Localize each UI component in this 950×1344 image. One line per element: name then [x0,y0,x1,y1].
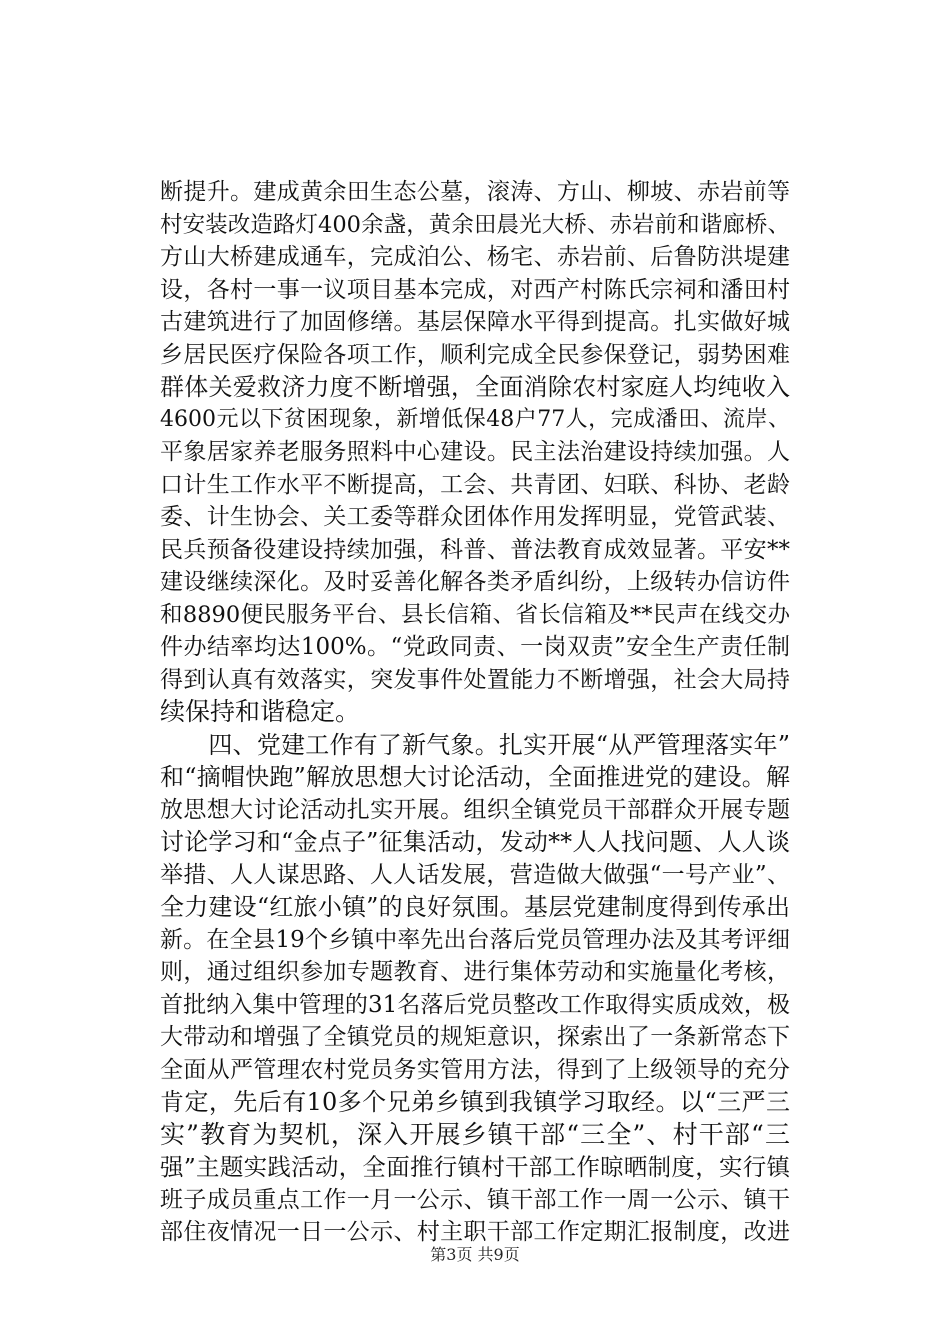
text-line: 则，通过组织参加专题教育、进行集体劳动和实施量化考核， [160,959,790,985]
text-line: 委、计生协会、关工委等群众团体作用发挥明显，党管武装、 [160,504,790,530]
text-line: 村安装改造路灯400余盏，黄余田晨光大桥、赤岩前和谐廊桥、 [160,211,790,238]
text-line: 4600元以下贫困现象，新增低保48户77人，完成潘田、流岸、 [160,406,790,432]
page-footer: 第3页 共9页 [430,1245,520,1264]
text-line: 部住夜情况一日一公示、村主职干部工作定期汇报制度，改进 [160,1219,790,1245]
text-line: 续保持和谐稳定。 [160,697,361,726]
text-line: 民兵预备役建设持续加强，科普、普法教育成效显著。平安** [160,536,790,563]
text-line: 件办结率均达100%。“党政同责、一岗双责”安全生产责任制 [160,634,790,660]
body-text [160,176,790,1249]
text-line: 全面从严管理农村党员务实管用方法，得到了上级领导的充分 [160,1056,790,1083]
text-line: 举措、人人谋思路、人人话发展，营造做大做强“一号产业”、 [160,861,790,888]
text-line: 实”教育为契机，深入开展乡镇干部“三全”、村干部“三 [160,1119,790,1149]
text-line: 肯定，先后有10多个兄弟乡镇到我镇学习取经。以“三严三 [160,1088,790,1116]
text-line: 班子成员重点工作一月一公示、镇干部工作一周一公示、镇干 [160,1186,790,1213]
text-line: 方山大桥建成通车，完成泊公、杨宅、赤岩前、后鲁防洪堤建 [160,244,790,270]
text-line: 放思想大讨论活动扎实开展。组织全镇党员干部群众开展专题 [160,796,790,823]
text-line: 和“摘帽快跑”解放思想大讨论活动，全面推进党的建设。解 [160,763,790,791]
text-line: 口计生工作水平不断提高，工会、共青团、妇联、科协、老龄 [160,471,790,498]
text-line: 古建筑进行了加固修缮。基层保障水平得到提高。扎实做好城 [160,309,790,335]
text-line: 和8890便民服务平台、县长信箱、省长信箱及**民声在线交办 [160,601,790,628]
text-line: 四、党建工作有了新气象。扎实开展“从严管理落实年” [160,730,790,759]
text-line: 强”主题实践活动，全面推行镇村干部工作晾晒制度，实行镇 [160,1153,790,1181]
text-line: 讨论学习和“金点子”征集活动，发动**人人找问题、人人谈 [160,828,790,856]
text-line: 大带动和增强了全镇党员的规矩意识，探索出了一条新常态下 [160,1024,790,1050]
text-line: 群体关爱救济力度不断增强，全面消除农村家庭人均纯收入 [160,373,790,401]
text-line: 建设继续深化。及时妥善化解各类矛盾纠纷，上级转办信访件 [160,569,790,595]
text-line: 首批纳入集中管理的31名落后党员整改工作取得实质成效，极 [160,991,790,1018]
text-line: 乡居民医疗保险各项工作，顺利完成全民参保登记，弱势困难 [160,341,790,368]
text-line: 全力建设“红旅小镇”的良好氛围。基层党建制度得到传承出 [160,893,790,921]
text-line: 断提升。建成黄余田生态公墓，滚涛、方山、柳坡、赤岩前等 [160,179,790,205]
text-line: 设，各村一事一议项目基本完成，对西产村陈氏宗祠和潘田村 [160,276,790,303]
text-line: 新。在全县19个乡镇中率先出台落后党员管理办法及其考评细 [160,926,790,953]
text-line: 平象居家养老服务照料中心建设。民主法治建设持续加强。人 [160,439,790,465]
text-line: 得到认真有效落实，突发事件处置能力不断增强，社会大局持 [160,666,790,693]
